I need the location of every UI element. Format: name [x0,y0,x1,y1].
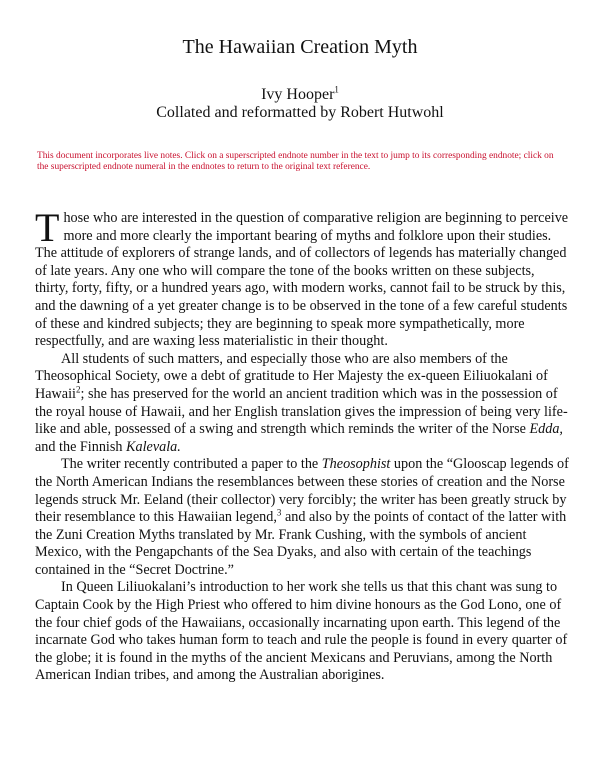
body-text [35,205,569,685]
kalevala-title: Kalevala. [126,438,181,455]
author-line [0,86,600,104]
edda-title: Edda, [529,421,563,438]
paragraph-3-text-a: The writer recently contributed a paper to the [61,456,322,473]
paragraph-2-text-c: and the Finnish [35,438,127,455]
endnote-ref-2[interactable]: 2 [75,384,81,395]
paragraph-2-text-a: All students of such matters, and especially those who are also members of the Theosophical Society, owe a debt of gratitude to Her Majesty the ex-queen Eiliuokalani of Hawaii [35,350,548,402]
paragraph-4: In Queen Liliuokalani’s introduction to her work she tells us that this chant was sung to Captain Cook by the High Priest who offered to him divine honours as the God Lono, one of the four chief gods of the Hawaiians, occasionally incarnating upon earth. This legend of the incarnate God who takes human form to teach and rule the people is found in every quarter of the globe; it is found in the myths of the ancient Mexicans and Peruvians, among the North American Indian tribes, and among the Australian aborigines. [35,579,568,684]
paragraph-3 [35,456,569,579]
endnote-ref-3[interactable]: 3 [276,507,282,518]
live-notes-notice: This document incorporates live notes. Click on a superscripted endnote number in the text to jump to its corresponding endnote; click on the superscripted endnote numeral in the endnotes to return to the original text reference. [37,151,554,172]
theosophist-title: Theosophist [321,456,391,473]
paragraph-1-text: hose who are interested in the question of comparative religion are beginning to perceive more and more clearly the important bearing of myths and folklore upon their studies. The attitude of explorers of strange lands, and of collectors of legends has materially changed of late years. Any one who will compare the tone of the books written on these subjects, thirty, forty, fifty, or a hundred years ago, with modern works, cannot fail to be struck by this, and the dawning of a yet greater change is to be observed in the tone of a few careful students of these and kindred subjects; they are beginning to speak more sympathetically, more respectfully, and are waxing less materialistic in their thought. [35,210,569,350]
paragraph-3-text-c: and also by the points of contact of the latter with the Zuni Creation Myths translated by Mr. Frank Cushing, with the symbols of ancient Mexico, with the Pengapchants of the Sea Dyaks, and also with certain of the teachings contained in the “Secret Doctrine.” [35,509,567,578]
paragraph-1 [35,205,569,351]
endnote-ref-1[interactable]: 1 [334,84,339,95]
drop-cap: T [35,205,60,250]
paragraph-2-text-b: ; she has preserved for the world an ancient tradition which was in the possession of the royal house of Hawaii, and her English translation gives the impression of being very life-like and able, possessed of a swing and strength which reminds the writer of the Norse [35,385,568,438]
author-name: Ivy Hooper [261,86,335,103]
paragraph-2 [35,351,569,457]
document-title: The Hawaiian Creation Myth [182,36,418,58]
paragraph-3-text-b: upon the “Glooscap legends of the North American Indians the resemblances between these stories of creation and the Norse legends struck Mr. Eeland (their collector) very forcibly; the writer has been greatly struck by their resemblance to this Hawaiian legend, [35,456,569,526]
collator-line: Collated and reformatted by Robert Hutwohl [156,104,444,121]
